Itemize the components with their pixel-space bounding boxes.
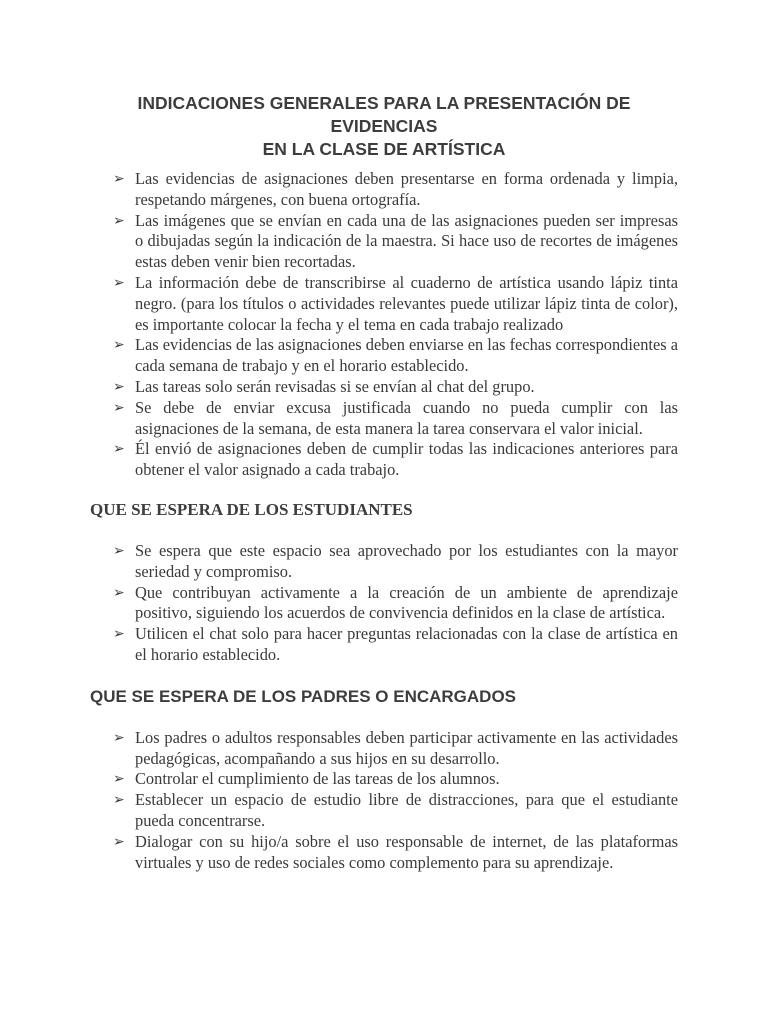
list-item: [90, 273, 678, 335]
parents-expectations-list: [90, 728, 678, 874]
list-item-text: Las tareas solo serán revisadas si se envían al chat del grupo.: [135, 376, 535, 396]
arrowhead-bullet-icon: ➢: [113, 792, 125, 809]
general-indications-list: [90, 169, 678, 481]
list-item-text: Se debe de enviar excusa justificada cuando no pueda cumplir con las asignaciones de la semana, de esta manera la tarea conservara el valor inicial.: [135, 397, 678, 438]
list-item: [90, 728, 678, 770]
list-item-text: Las evidencias de las asignaciones deben enviarse en las fechas correspondientes a cada semana de trabajo y en el horario establecido.: [135, 335, 678, 376]
list-item-text: Establecer un espacio de estudio libre de distracciones, para que el estudiante pueda concentrarse.: [135, 790, 678, 830]
parents-section-heading: QUE SE ESPERA DE LOS PADRES O ENCARGADOS: [90, 686, 517, 706]
list-item-text: Controlar el cumplimiento de las tareas de los alumnos.: [135, 769, 500, 789]
list-item: [90, 769, 678, 790]
arrowhead-bullet-icon: ➢: [113, 542, 125, 559]
document-title-line-1: INDICACIONES GENERALES PARA LA PRESENTACIÓN DE EVIDENCIAS: [137, 93, 631, 136]
list-item: [90, 790, 678, 832]
arrowhead-bullet-icon: ➢: [113, 771, 125, 788]
document-title-line-2: EN LA CLASE DE ARTÍSTICA: [262, 139, 506, 159]
arrowhead-bullet-icon: ➢: [113, 212, 125, 229]
arrowhead-bullet-icon: ➢: [113, 729, 125, 746]
arrowhead-bullet-icon: ➢: [113, 626, 125, 643]
arrowhead-bullet-icon: ➢: [113, 378, 125, 395]
arrowhead-bullet-icon: ➢: [113, 337, 125, 354]
list-item: [90, 169, 678, 211]
arrowhead-bullet-icon: ➢: [113, 833, 125, 850]
list-item-text: Él envió de asignaciones deben de cumplir todas las indicaciones anteriores para obtener el valor asignado a cada trabajo.: [135, 439, 678, 480]
students-expectations-list: [90, 541, 678, 666]
arrowhead-bullet-icon: ➢: [113, 441, 125, 458]
list-item-text: Se espera que este espacio sea aprovechado por los estudiantes con la mayor seriedad y compromiso.: [135, 540, 678, 581]
list-item-text: Las evidencias de asignaciones deben presentarse en forma ordenada y limpia, respetando márgenes, con buena ortografía.: [135, 169, 678, 209]
arrowhead-bullet-icon: ➢: [113, 171, 125, 187]
list-item: [90, 541, 678, 583]
list-item-text: La información debe de transcribirse al cuaderno de artística usando lápiz tinta negro. (para los títulos o actividades relevantes puede utilizar lápiz tinta de color), es importante colocar la fecha y el tema en cada trabajo realizado: [135, 272, 678, 334]
list-item: [90, 439, 678, 481]
list-item: [90, 335, 678, 377]
list-item: [90, 377, 678, 398]
list-item: [90, 624, 678, 666]
list-item: [90, 583, 678, 625]
arrowhead-bullet-icon: ➢: [113, 399, 125, 416]
arrowhead-bullet-icon: ➢: [113, 584, 125, 601]
students-section-heading: QUE SE ESPERA DE LOS ESTUDIANTES: [90, 499, 413, 519]
list-item-text: Dialogar con su hijo/a sobre el uso responsable de internet, de las plataformas virtuales y uso de redes sociales como complemento para su aprendizaje.: [135, 831, 678, 872]
list-item-text: Las imágenes que se envían en cada una de las asignaciones pueden ser impresas o dibujadas según la indicación de la maestra. Si hace uso de recortes de imágenes estas deben venir bien recortadas.: [135, 210, 678, 272]
list-item: [90, 211, 678, 273]
list-item: [90, 398, 678, 440]
list-item-text: Utilicen el chat solo para hacer preguntas relacionadas con la clase de artística en el horario establecido.: [135, 624, 678, 664]
document-title: [90, 92, 678, 161]
arrowhead-bullet-icon: ➢: [113, 274, 125, 291]
list-item: [90, 832, 678, 874]
list-item-text: Los padres o adultos responsables deben participar activamente en las actividades pedagógicas, acompañando a sus hijos en su desarrollo.: [135, 727, 678, 768]
list-item-text: Que contribuyan activamente a la creación de un ambiente de aprendizaje positivo, siguiendo los acuerdos de convivencia definidos en la clase de artística.: [135, 582, 678, 623]
